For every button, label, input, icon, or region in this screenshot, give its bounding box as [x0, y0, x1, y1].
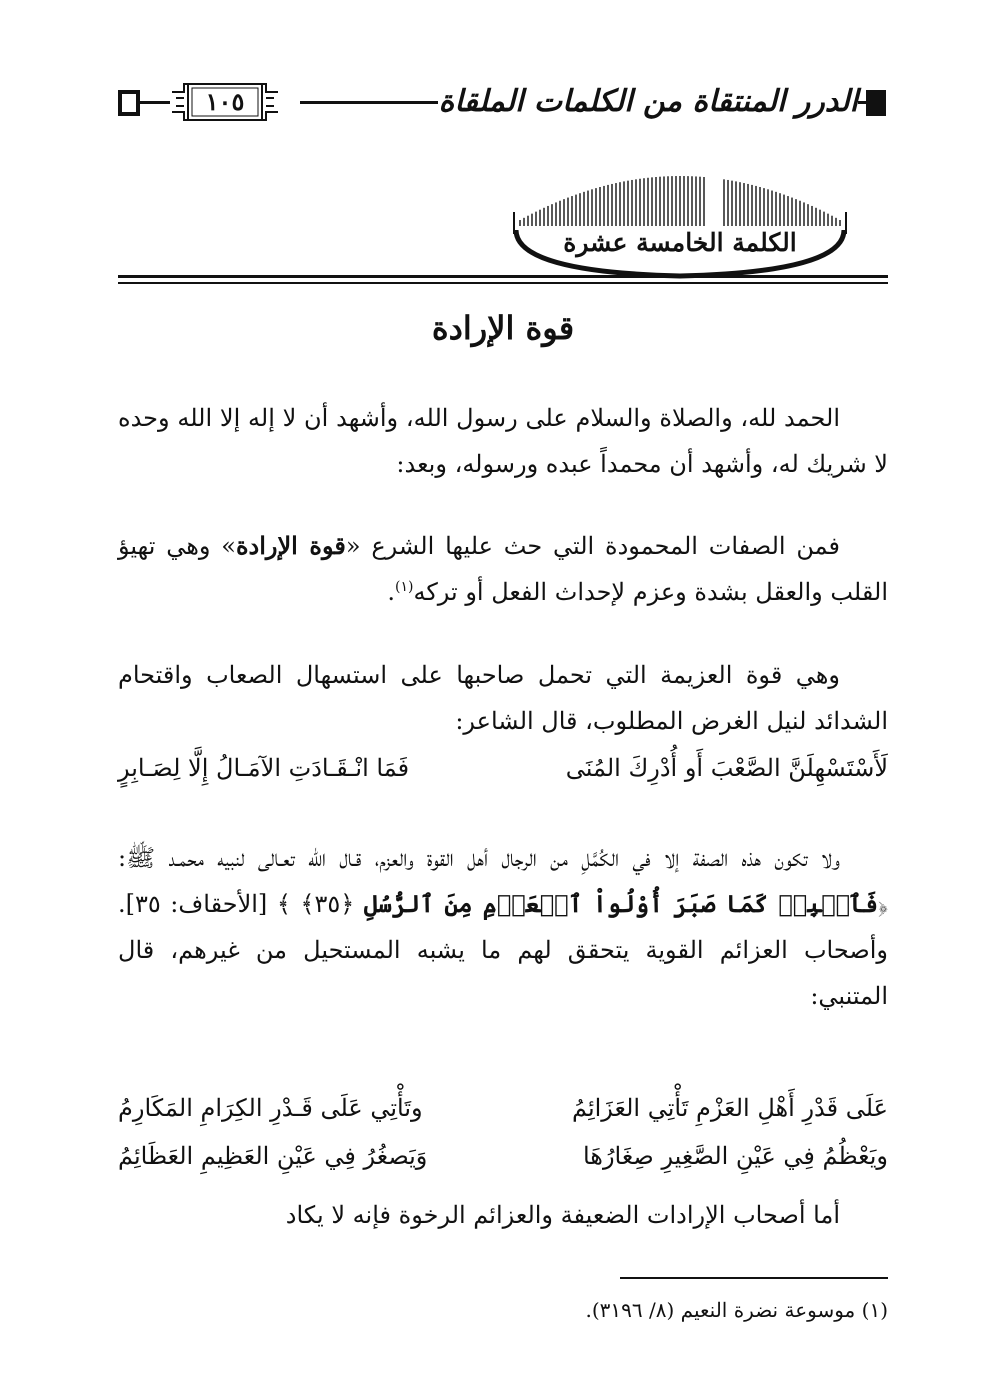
term-bold: قوة الإرادة — [235, 531, 346, 560]
paragraph-resolve: وهي قوة العزيمة التي تحمل صاحبها على استسهال الصعاب واقتحام الشدائد لنيل الغرض المطلوب، قال الشاعر: — [118, 661, 888, 735]
paragraph-definition — [118, 523, 888, 615]
paragraph-opening: الحمد لله، والصلاة والسلام على رسول الله، وأشهد أن لا إله إلا الله وحده لا شريك له، وأشهد أن محمداً عبده ورسوله، وبعد: — [118, 404, 888, 478]
footnote-ref: (١) — [395, 579, 414, 595]
paragraph-definition-start: فمن الصفات المحمودة التي حث عليها الشرع « — [345, 532, 841, 560]
paragraph-quran — [118, 835, 888, 1019]
page-number-frame — [170, 78, 280, 126]
quran-verse: فَٱصۡبِرۡ كَمَا صَبَرَ أُوْلُواْ ٱلۡعَزۡمِ مِنَ ٱلرُّسُلِ — [363, 889, 879, 918]
verse-3-second-hemistich: وَيَصغُرُ فِي عَيْنِ العَظِيمِ العَظَائِمُ — [118, 1142, 428, 1170]
verse-1-first-hemistich: لَأَسْتَسْهِلَنَّ الصَّعْبَ أَو أُدْرِكَ المُنَى — [565, 754, 888, 782]
section-title: قوة الإرادة — [431, 309, 575, 347]
chapter-divider-top — [118, 275, 888, 278]
header-rule-right — [858, 101, 868, 104]
header-square-right — [866, 90, 886, 116]
chapter-banner — [510, 168, 850, 288]
verse-2-first-hemistich: عَلَى قَدْرِ أَهْلِ العَزْمِ تَأْتِي العَزَائِمُ — [571, 1094, 888, 1122]
paragraph-closing: أما أصحاب الإرادات الضعيفة والعزائم الرخوة فإنه لا يكاد — [285, 1201, 840, 1229]
running-header — [0, 0, 1004, 150]
header-rule-middle — [300, 101, 438, 104]
paragraph-definition-rest: » وهي تهيؤ القلب والعقل بشدة وعزم لإحداث الفعل أو تركه — [118, 532, 888, 606]
page-number: ١٠٥ — [205, 87, 245, 116]
paragraph-quran-rest: ﴿٣٥﴾ ﴾ [الأحقاف: ٣٥]. وأصحاب العزائم القوية يتحقق لهم ما يشبه المستحيل من غيرهم، قال المتنبي: — [118, 890, 888, 1010]
verse-2-second-hemistich: وتَأْتِي عَلَى قَـدْرِ الكِرَامِ المَكَارِمُ — [118, 1094, 423, 1122]
chapter-label: الكلمة الخامسة عشرة — [563, 228, 797, 257]
footnote: (١) موسوعة نضرة النعيم (٨/ ٣١٩٦). — [585, 1298, 888, 1322]
chapter-divider-bottom — [118, 282, 888, 284]
header-square-left — [118, 90, 140, 116]
verse-line-3 — [118, 1133, 888, 1179]
header-rule-left — [140, 101, 170, 104]
running-title: الدرر المنتقاة من الكلمات الملقاة — [438, 84, 858, 119]
footnote-rule — [620, 1277, 888, 1279]
verse-1-second-hemistich: فَمَا انْـقَـادَتِ الآمَـالُ إِلَّا لِصَـابِرٍ — [118, 754, 410, 782]
verse-line-1 — [118, 745, 888, 791]
verse-line-2 — [118, 1085, 888, 1131]
paragraph-quran-intro: ولا تكون هذه الصفة إلا في الكُمَّلِ من الرجال أهل القوة والعزم، قـال الله تعـالى لنبيه محمـد ﷺ: ﴿ — [118, 844, 888, 918]
verse-3-first-hemistich: ويَعْظُمُ فِي عَيْنِ الصَّغِيرِ صِغَارُهَا — [582, 1142, 888, 1170]
paragraph-definition-end: . — [387, 578, 396, 606]
